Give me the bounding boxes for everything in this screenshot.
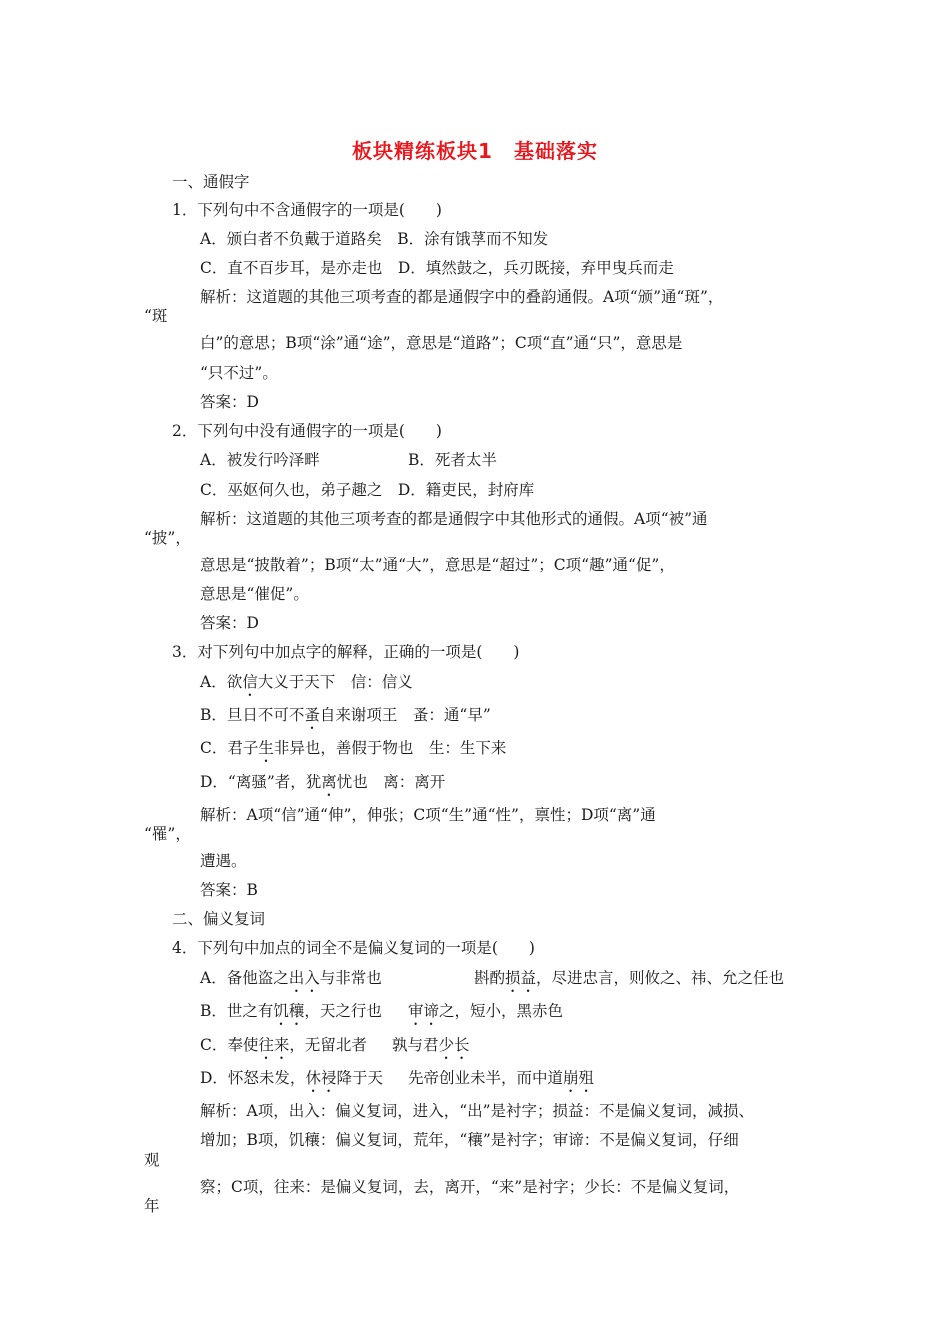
emphasis-word: 崩殂 bbox=[563, 1069, 595, 1087]
question-4-analysis-line3: 察；C项，往来：是偏义复词，去，离开，“来”是衬字；少长：不是偏义复词， bbox=[200, 1178, 740, 1196]
question-3-stem: 3．对下列句中加点字的解释，正确的一项是( ) bbox=[172, 643, 520, 661]
question-1-stem: 1．下列句中不含通假字的一项是( ) bbox=[172, 201, 442, 219]
question-1-analysis-line2: 白”的意思；B项“涂”通“途”，意思是“道路”；C项“直”通“只”，意思是 bbox=[200, 334, 683, 352]
question-4-option-b-left: B．世之有饥穰，天之行也 bbox=[200, 1002, 382, 1020]
emphasis-word: 少长 bbox=[438, 1036, 470, 1054]
question-1-analysis-line1: 解析：这道题的其他三项考查的都是通假字中的叠韵通假。A项“颁”通“斑”， bbox=[200, 288, 724, 306]
question-4-option-a-right: 斟酌损益，尽进忠言，则攸之、祎、允之任也 bbox=[474, 969, 785, 987]
question-4-option-a-left: A．备他盗之出入与非常也 bbox=[200, 969, 382, 987]
section-heading-tongjiazi: 一、通假字 bbox=[172, 173, 250, 191]
question-4-stem: 4．下列句中加点的词全不是偏义复词的一项是( ) bbox=[172, 939, 535, 957]
question-4-option-d-right: 先帝创业未半，而中道崩殂 bbox=[408, 1069, 595, 1087]
page-title: 板块精练板块1 基础落实 bbox=[352, 139, 598, 163]
question-4-option-c-left: C．奉使往来，无留北者 bbox=[200, 1036, 367, 1054]
emphasis-word: 饥穰 bbox=[273, 1002, 305, 1020]
question-2-stem: 2．下列句中没有通假字的一项是( ) bbox=[172, 422, 442, 440]
question-4-option-b-right: 审谛之，短小，黑赤色 bbox=[408, 1002, 564, 1020]
question-2-analysis-line2: 意思是“披散着”；B项“太”通“大”，意思是“超过”；C项“趣”通“促”， bbox=[200, 556, 675, 574]
question-1-analysis-wrap: “斑 bbox=[144, 307, 168, 325]
question-2-analysis-wrap: “披”， bbox=[144, 529, 191, 547]
question-1-analysis-line3: “只不过”。 bbox=[200, 364, 278, 382]
question-3-option-d: D．“离骚”者，犹离忧也 离：离开 bbox=[200, 773, 446, 791]
question-2-options-cd: C．巫妪何久也，弟子趣之 D．籍吏民，封府库 bbox=[200, 481, 535, 499]
question-2-analysis-line1: 解析：这道题的其他三项考查的都是通假字中其他形式的通假。A项“被”通 bbox=[200, 510, 708, 528]
question-3-analysis-line2: 遭遇。 bbox=[200, 852, 247, 870]
question-2-analysis-line3: 意思是“催促”。 bbox=[200, 585, 309, 603]
question-4-analysis-wrap-1: 观 bbox=[144, 1151, 160, 1169]
question-3-analysis-line1: 解析：A项“信”通“伸”，伸张；C项“生”通“性”，禀性；D项“离”通 bbox=[200, 806, 656, 824]
question-1-answer: 答案：D bbox=[200, 393, 259, 411]
question-3-option-a: A．欲信大义于天下 信：信义 bbox=[200, 673, 413, 691]
emphasis-word: 审谛 bbox=[408, 1002, 440, 1020]
question-4-analysis-line2: 增加；B项，饥穰：偏义复词，荒年，“穰”是衬字；审谛：不是偏义复词，仔细 bbox=[200, 1131, 739, 1149]
question-2-option-a: A．被发行吟泽畔 bbox=[200, 451, 320, 469]
question-1-options-cd: C．直不百步耳，是亦走也 D．填然鼓之，兵刃既接，弃甲曳兵而走 bbox=[200, 259, 674, 277]
question-4-analysis-wrap-2: 年 bbox=[144, 1197, 160, 1215]
question-2-answer: 答案：D bbox=[200, 614, 259, 632]
question-4-option-c-right: 孰与君少长 bbox=[392, 1036, 470, 1054]
question-1-options-ab: A．颁白者不负戴于道路矣 B．涂有饿莩而不知发 bbox=[200, 230, 549, 248]
emphasis-char: 信 bbox=[242, 673, 258, 691]
section-heading-pianyifuci: 二、偏义复词 bbox=[172, 910, 266, 928]
emphasis-word: 往来 bbox=[258, 1036, 290, 1054]
question-3-answer: 答案：B bbox=[200, 881, 258, 899]
question-4-option-d-left: D．怀怒未发，休祲降于天 bbox=[200, 1069, 383, 1087]
emphasis-char: 生 bbox=[258, 739, 274, 757]
question-2-option-b: B．死者太半 bbox=[408, 451, 497, 469]
question-4-analysis-line1: 解析：A项，出入：偏义复词，进入，“出”是衬字；损益：不是偏义复词，减损、 bbox=[200, 1102, 755, 1120]
emphasis-char: 离 bbox=[321, 773, 337, 791]
question-3-analysis-wrap: “罹”， bbox=[144, 825, 191, 843]
question-3-option-b: B．旦日不可不蚤自来谢项王 蚤：通“早” bbox=[200, 706, 491, 724]
emphasis-word: 出入 bbox=[288, 969, 320, 987]
emphasis-word: 休祲 bbox=[305, 1069, 337, 1087]
question-3-option-c: C．君子生非异也，善假于物也 生：生下来 bbox=[200, 739, 507, 757]
emphasis-char: 蚤 bbox=[304, 706, 320, 724]
emphasis-word: 损益 bbox=[505, 969, 537, 987]
